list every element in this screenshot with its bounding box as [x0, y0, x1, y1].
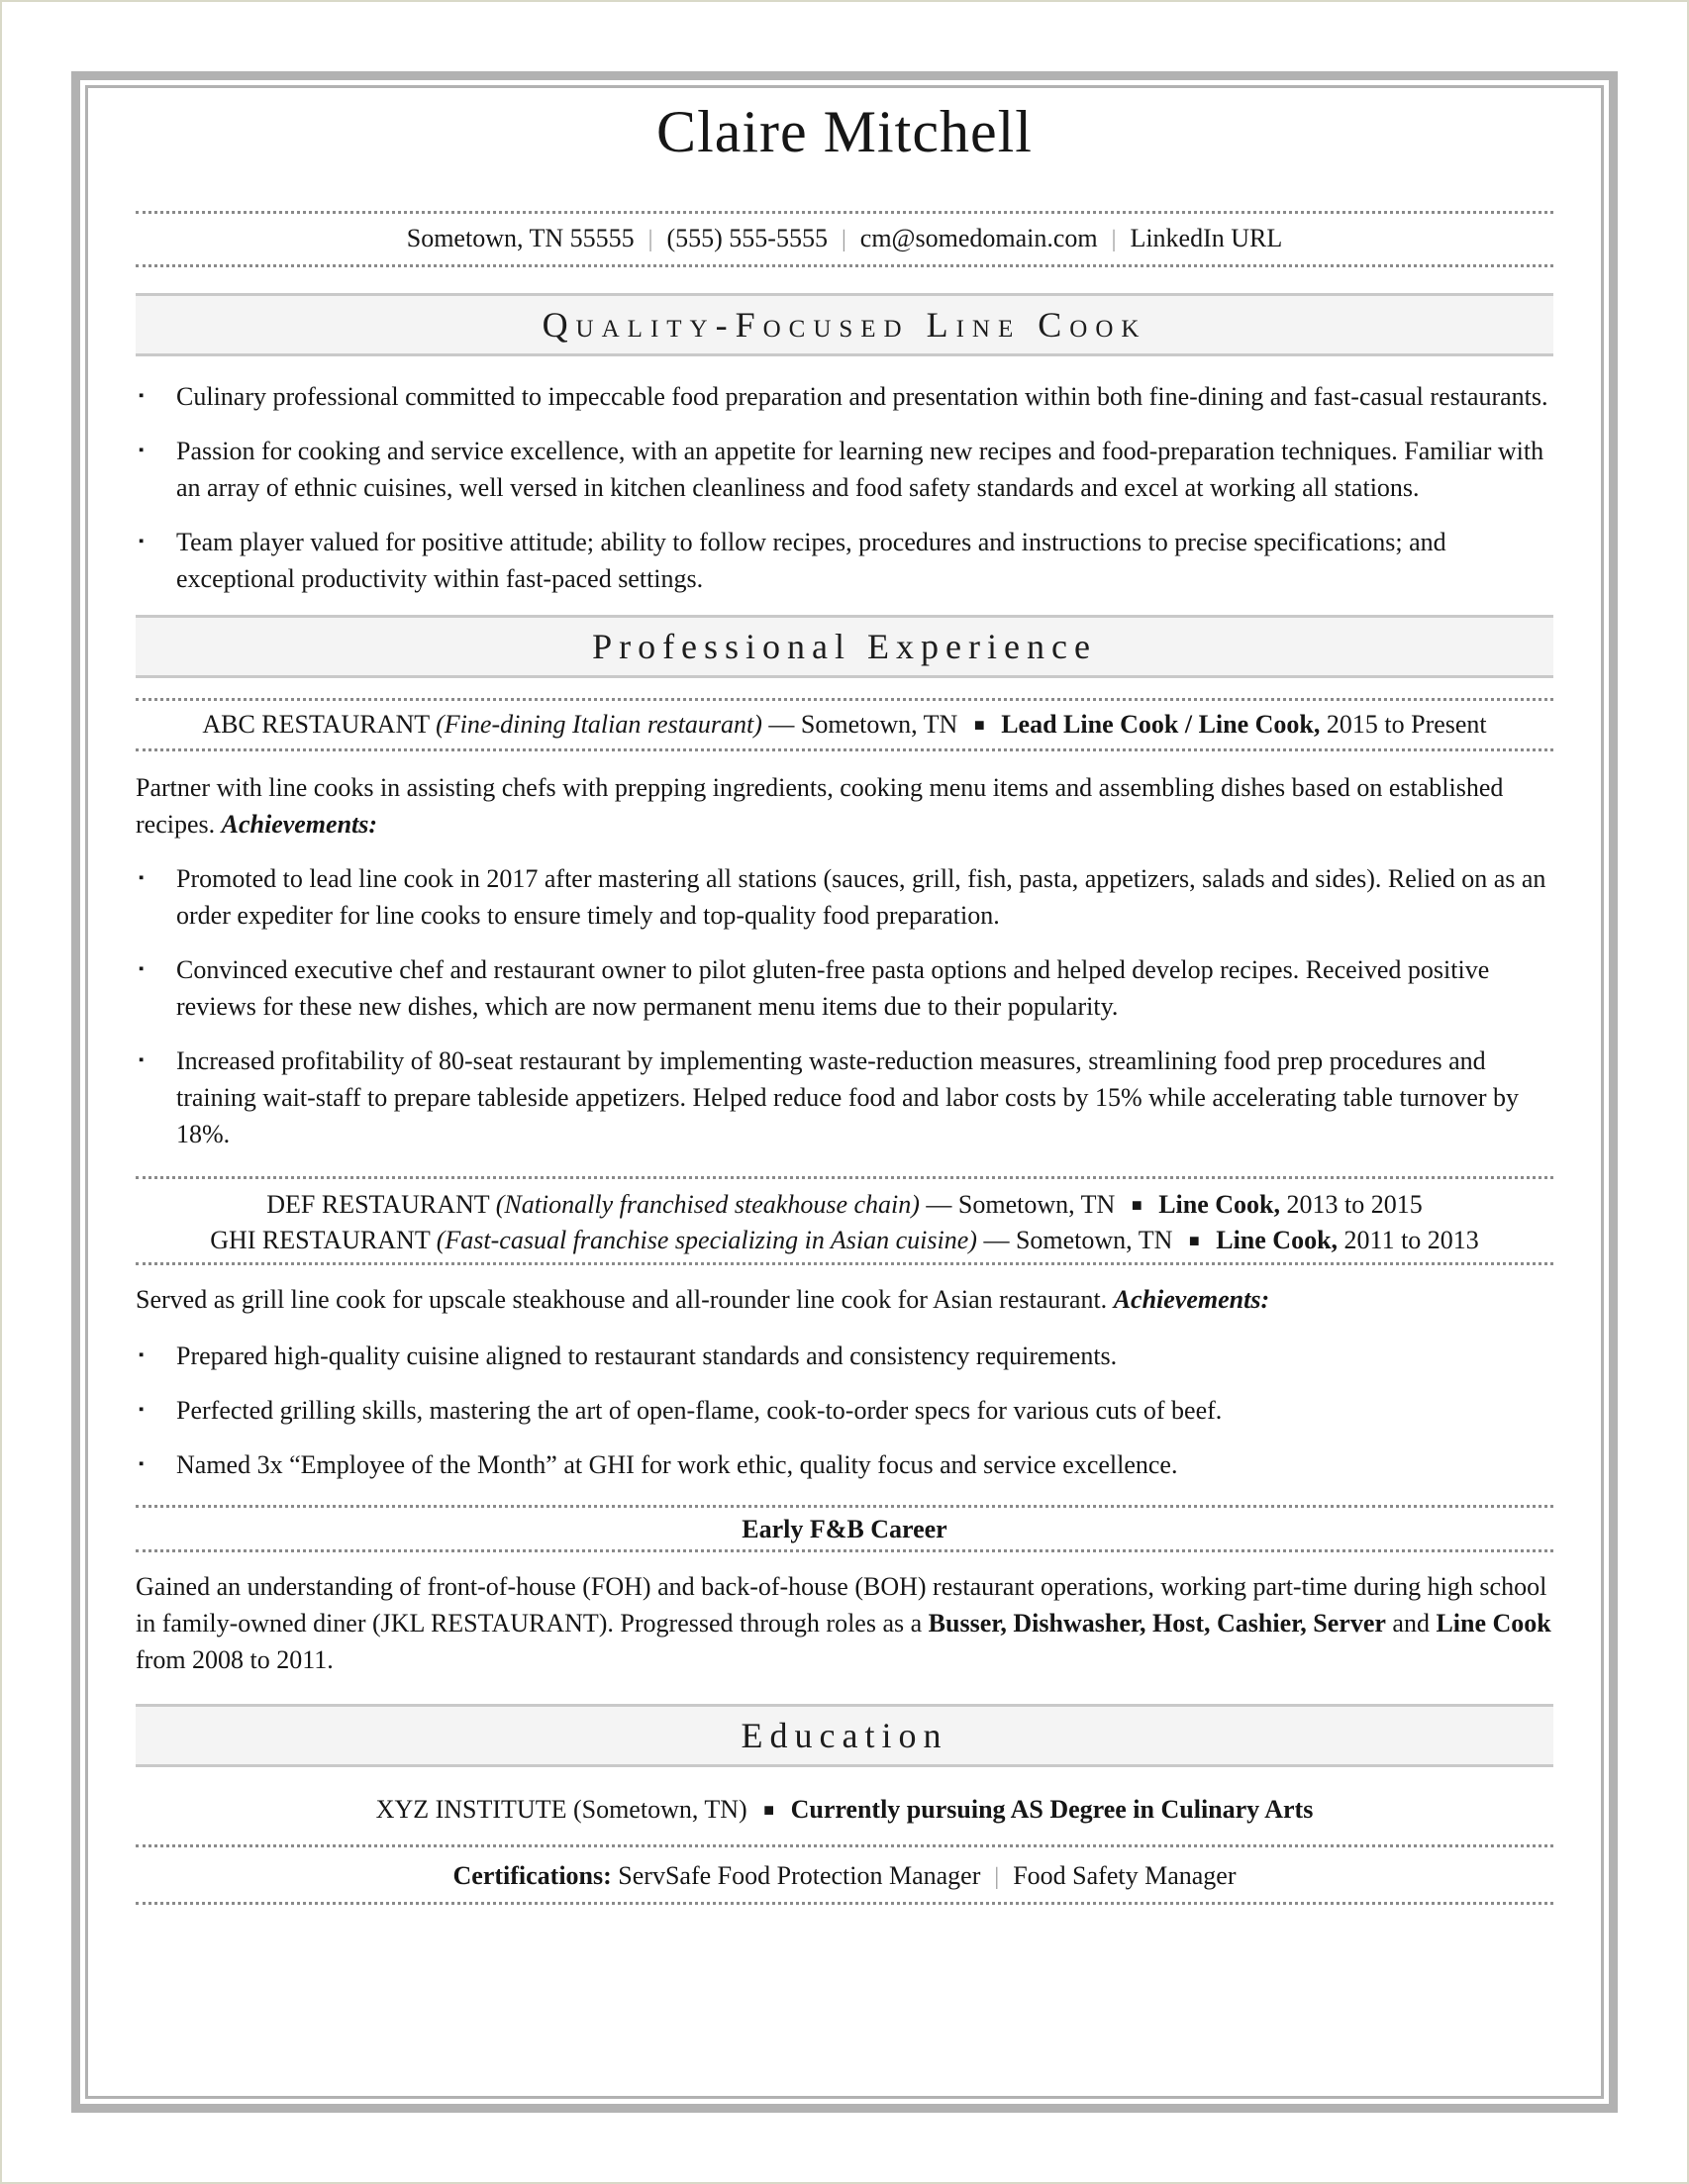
summary-list	[136, 378, 1553, 597]
resume-content	[88, 88, 1601, 2096]
bullet-square-icon: ▪	[139, 1052, 145, 1068]
institute-name: XYZ INSTITUTE	[375, 1795, 567, 1824]
bullet-text: Convinced executive chef and restaurant owner to pilot gluten-free pasta options and helped develop recipes. Received positive reviews for these new dishes, which are now permanent menu items due to their popularity.	[176, 955, 1490, 1021]
contact-bar	[136, 214, 1553, 264]
job-location: Sometown, TN	[957, 1190, 1116, 1219]
certifications-separator: |	[994, 1864, 1000, 1890]
certification-1: ServSafe Food Protection Manager	[618, 1861, 981, 1890]
candidate-name: Claire Mitchell	[656, 99, 1033, 164]
def-ghi-summary	[136, 1281, 1553, 1318]
contact-separator: |	[1111, 227, 1117, 252]
contact-separator: |	[647, 227, 653, 252]
dash-separator: —	[926, 1190, 952, 1219]
achievement-bullet	[136, 860, 1553, 934]
bullet-text: Named 3x “Employee of the Month” at GHI for work ethic, quality focus and service excellence.	[176, 1450, 1178, 1479]
square-bullet-icon: ■	[1188, 1231, 1200, 1250]
jobs-def-ghi-block	[136, 1176, 1553, 1265]
achievements-label: Achievements:	[221, 810, 378, 839]
square-bullet-icon: ■	[763, 1800, 775, 1820]
bullet-square-icon: ▪	[139, 534, 145, 549]
contact-phone: (555) 555-5555	[666, 224, 828, 252]
def-ghi-achievements-list	[136, 1338, 1553, 1483]
company-descriptor: (Nationally franchised steakhouse chain)	[495, 1190, 920, 1219]
summary-bullet	[136, 378, 1553, 415]
job-ghi-row	[136, 1223, 1553, 1258]
job-abc-summary	[136, 769, 1553, 843]
bullet-text: Passion for cooking and service excellence, with an appetite for learning new recipes and food-preparation techniques. Familiar with an array of ethnic cuisines, well versed in kitchen cleanliness and food safety standards and excel at working all stations.	[176, 437, 1544, 502]
headline-bar	[136, 293, 1553, 356]
bullet-square-icon: ▪	[139, 1402, 145, 1418]
dash-separator: —	[768, 710, 795, 739]
company-name: ABC RESTAURANT	[202, 710, 430, 739]
job-role: Lead Line Cook / Line Cook,	[1001, 710, 1321, 739]
early-career-text-segment: Busser, Dishwasher, Host, Cashier, Server	[928, 1609, 1386, 1638]
contact-separator: |	[841, 227, 846, 252]
achievement-bullet	[136, 1338, 1553, 1374]
certifications-row	[136, 1844, 1553, 1905]
job-location: Sometown, TN	[800, 710, 958, 739]
certification-2: Food Safety Manager	[1013, 1861, 1237, 1890]
early-career-paragraph	[136, 1568, 1553, 1678]
bullet-square-icon: ▪	[139, 870, 145, 886]
job-role: Line Cook,	[1158, 1190, 1281, 1219]
bullet-square-icon: ▪	[139, 1456, 145, 1472]
dotted-divider	[136, 264, 1553, 267]
abc-achievements-list	[136, 860, 1553, 1152]
certifications-label: Certifications:	[452, 1861, 612, 1890]
bullet-square-icon: ▪	[139, 388, 145, 404]
achievement-bullet	[136, 1446, 1553, 1483]
summary-bullet	[136, 524, 1553, 597]
job-summary-text: Served as grill line cook for upscale steakhouse and all-rounder line cook for Asian restaurant.	[136, 1285, 1108, 1314]
early-career-text-segment: Gained an understanding of front-of-house (FOH) and back-of-house (BOH) restaurant operations, working part-time during high school in family-owned diner (JKL RESTAURANT). Progressed through roles as a	[136, 1572, 1547, 1638]
early-career-text-segment: and	[1385, 1609, 1437, 1638]
job-location: Sometown, TN	[1015, 1226, 1173, 1254]
company-descriptor: (Fine-dining Italian restaurant)	[436, 710, 762, 739]
contact-location: Sometown, TN 55555	[406, 224, 635, 252]
section-title-experience: Professional Experience	[592, 627, 1097, 666]
job-role: Line Cook,	[1216, 1226, 1339, 1254]
contact-email: cm@somedomain.com	[859, 224, 1098, 252]
section-bar-education	[136, 1704, 1553, 1767]
job-abc-row	[136, 698, 1553, 751]
dash-separator: —	[983, 1226, 1010, 1254]
early-career-text-segment: Line Cook	[1436, 1609, 1551, 1638]
job-summary-text: Partner with line cooks in assisting chefs with prepping ingredients, cooking menu items and assembling dishes based on established recipes.	[136, 773, 1504, 839]
company-name: GHI RESTAURANT	[210, 1226, 431, 1254]
page-frame	[85, 85, 1604, 2099]
contact-linkedin: LinkedIn URL	[1130, 224, 1283, 252]
early-career-text-segment: from 2008 to 2011.	[136, 1645, 334, 1674]
early-career-title: Early F&B Career	[742, 1515, 947, 1543]
summary-bullet	[136, 433, 1553, 506]
section-title-education: Education	[741, 1716, 948, 1755]
bullet-square-icon: ▪	[139, 443, 145, 458]
section-bar-experience	[136, 615, 1553, 678]
headline-text: Quality-Focused Line Cook	[542, 305, 1147, 345]
company-name: DEF RESTAURANT	[266, 1190, 490, 1219]
achievements-label: Achievements:	[1113, 1285, 1270, 1314]
bullet-square-icon: ▪	[139, 961, 145, 977]
square-bullet-icon: ■	[973, 715, 985, 735]
job-dates: 2013 to 2015	[1286, 1190, 1423, 1219]
early-career-header-row	[136, 1505, 1553, 1552]
achievement-bullet	[136, 1392, 1553, 1429]
achievement-bullet	[136, 951, 1553, 1025]
degree-text: Currently pursuing AS Degree in Culinary Arts	[790, 1795, 1314, 1824]
company-descriptor: (Fast-casual franchise specializing in Asian cuisine)	[436, 1226, 977, 1254]
bullet-text: Team player valued for positive attitude; ability to follow recipes, procedures and instructions to precise specifications; and exceptional productivity within fast-paced settings.	[176, 528, 1446, 593]
bullet-text: Prepared high-quality cuisine aligned to restaurant standards and consistency requirements.	[176, 1341, 1118, 1370]
job-dates: 2011 to 2013	[1343, 1226, 1479, 1254]
bullet-text: Promoted to lead line cook in 2017 after mastering all stations (sauces, grill, fish, pasta, appetizers, salads and sides). Relied on as an order expediter for line cooks to ensure timely and top-quality food preparation.	[176, 864, 1546, 930]
bullet-square-icon: ▪	[139, 1347, 145, 1363]
square-bullet-icon: ■	[1131, 1195, 1143, 1215]
bullet-text: Culinary professional committed to impeccable food preparation and presentation within both fine-dining and fast-casual restaurants.	[176, 382, 1548, 411]
institute-location: (Sometown, TN)	[572, 1795, 747, 1824]
education-institute-row	[136, 1793, 1553, 1827]
job-dates: 2015 to Present	[1326, 710, 1487, 739]
job-def-row	[136, 1187, 1553, 1223]
achievement-bullet	[136, 1042, 1553, 1152]
bullet-text: Perfected grilling skills, mastering the art of open-flame, cook-to-order specs for various cuts of beef.	[176, 1396, 1223, 1425]
bullet-text: Increased profitability of 80-seat restaurant by implementing waste-reduction measures, streamlining food prep procedures and training wait-staff to prepare tableside appetizers. Helped reduce food and labor costs by 15% while accelerating table turnover by 18%.	[176, 1046, 1520, 1148]
